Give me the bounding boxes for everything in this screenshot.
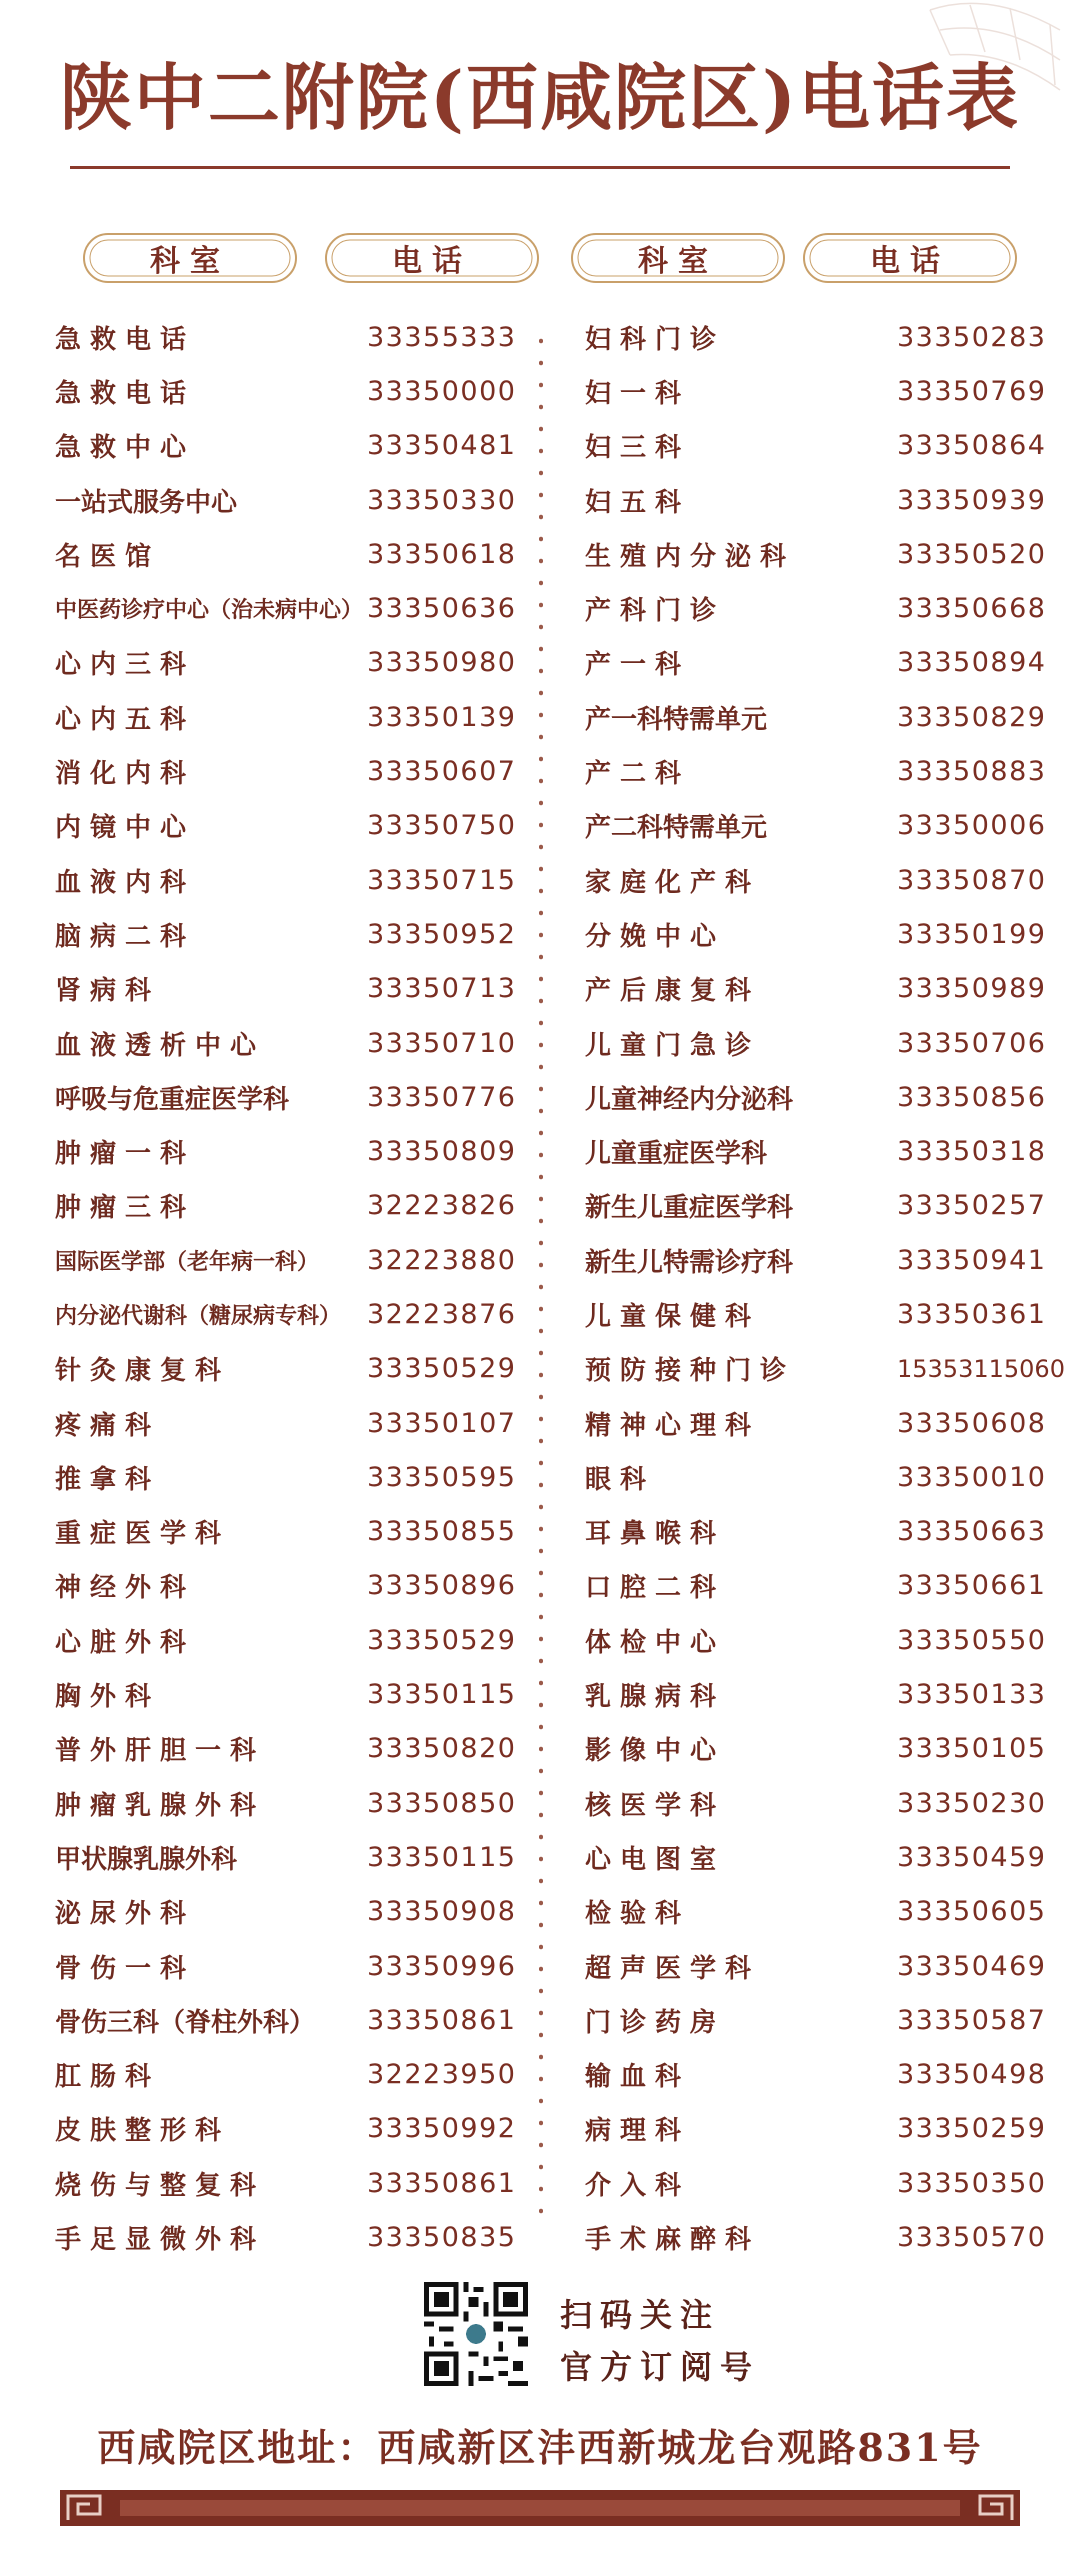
department-name: 儿童门急诊: [585, 1030, 761, 1061]
phone-number[interactable]: 33350636: [367, 593, 517, 625]
qr-caption-line1: 扫码关注: [560, 2296, 721, 2334]
directory-row: [585, 581, 1057, 635]
department-name: 肿瘤三科: [55, 1193, 196, 1224]
directory-row: [55, 473, 527, 527]
directory-row: [55, 310, 527, 364]
directory-row: [55, 1233, 527, 1287]
phone-number[interactable]: 15353115060: [897, 1354, 1065, 1383]
directory-row: [585, 2102, 1057, 2156]
phone-number[interactable]: 33350257: [897, 1190, 1047, 1222]
directory-row: [585, 1396, 1057, 1450]
header-dept-right-label: 科室: [638, 244, 718, 279]
phone-number[interactable]: 33350595: [367, 1461, 517, 1493]
phone-number[interactable]: 33350980: [367, 647, 517, 679]
left-directory-list: [55, 310, 527, 2265]
directory-row: [585, 1450, 1057, 1504]
department-name: 急救电话: [55, 378, 196, 409]
phone-number[interactable]: 33350706: [897, 1027, 1047, 1059]
phone-number[interactable]: 33350952: [367, 918, 517, 950]
department-name: 骨伤一科: [55, 1953, 196, 1984]
phone-number[interactable]: 32223826: [367, 1190, 517, 1222]
directory-row: [55, 2048, 527, 2102]
directory-row: [55, 419, 527, 473]
directory-row: [585, 1505, 1057, 1559]
phone-number[interactable]: 33350850: [367, 1787, 517, 1819]
department-name: 一站式服务中心: [55, 487, 238, 518]
phone-number[interactable]: 33350318: [897, 1136, 1047, 1168]
department-name: 甲状腺乳腺外科: [55, 1844, 238, 1875]
directory-row: [55, 744, 527, 798]
directory-row: [585, 364, 1057, 418]
department-name: 心内五科: [55, 704, 196, 735]
directory-row: [55, 853, 527, 907]
department-name: 门诊药房: [585, 2007, 726, 2038]
department-name: 产一科: [585, 650, 691, 681]
directory-row: [55, 2102, 527, 2156]
phone-number[interactable]: 33350941: [897, 1244, 1047, 1276]
department-name: 精神心理科: [585, 1410, 761, 1441]
directory-row: [55, 2210, 527, 2264]
department-name: 妇五科: [585, 487, 691, 518]
phone-number[interactable]: 33350529: [367, 1353, 517, 1385]
phone-number[interactable]: 32223880: [367, 1244, 517, 1276]
phone-number[interactable]: 33350000: [367, 375, 517, 407]
directory-row: [585, 310, 1057, 364]
right-directory-list: [585, 310, 1065, 2265]
department-name: 肿瘤一科: [55, 1139, 196, 1170]
department-name: 产二科: [585, 759, 691, 790]
directory-row: [585, 907, 1057, 961]
department-name: 儿童保健科: [585, 1301, 761, 1332]
phone-number[interactable]: 33350710: [367, 1027, 517, 1059]
department-name: 输血科: [585, 2062, 691, 2093]
department-name: 口腔二科: [585, 1573, 726, 1604]
qr-code-icon[interactable]: [424, 2282, 528, 2386]
department-name: 胸外科: [55, 1682, 161, 1713]
phone-number[interactable]: 33350989: [897, 973, 1047, 1005]
phone-number[interactable]: 33350010: [897, 1461, 1047, 1493]
directory-row: [55, 1450, 527, 1504]
department-name: 新生儿重症医学科: [585, 1193, 794, 1224]
phone-number[interactable]: 33350570: [897, 2222, 1047, 2254]
phone-number[interactable]: 33350283: [897, 321, 1047, 353]
department-name: 检验科: [585, 1899, 691, 1930]
directory-row: [55, 1830, 527, 1884]
phone-number[interactable]: 33350618: [367, 538, 517, 570]
phone-number[interactable]: 33350809: [367, 1136, 517, 1168]
directory-row: [585, 1179, 1057, 1233]
directory-row: [55, 1667, 527, 1721]
directory-row: [585, 2156, 1057, 2210]
phone-number[interactable]: 33350550: [897, 1624, 1047, 1656]
department-name: 家庭化产科: [585, 867, 761, 898]
department-name: 妇三科: [585, 433, 691, 464]
phone-number[interactable]: 33350608: [897, 1407, 1047, 1439]
phone-number[interactable]: 33350992: [367, 2113, 517, 2145]
footer-fret-border: [60, 2490, 1020, 2526]
department-name: 耳鼻喉科: [585, 1519, 726, 1550]
department-name: 肿瘤乳腺外科: [55, 1790, 266, 1821]
phone-number[interactable]: 33350259: [897, 2113, 1047, 2145]
directory-row: [585, 1613, 1057, 1667]
phone-number[interactable]: 33350605: [897, 1896, 1047, 1928]
department-name: 脑病二科: [55, 921, 196, 952]
directory-row: [55, 1993, 527, 2047]
phone-number[interactable]: 33350330: [367, 484, 517, 516]
directory-row: [55, 1124, 527, 1178]
department-name: 生殖内分泌科: [585, 541, 796, 572]
directory-row: [55, 690, 527, 744]
directory-row: [55, 799, 527, 853]
phone-number[interactable]: 32223876: [367, 1298, 517, 1330]
directory-row: [585, 2210, 1057, 2264]
directory-row: [585, 1830, 1057, 1884]
phone-number[interactable]: 33350105: [897, 1733, 1047, 1765]
phone-number[interactable]: 33350835: [367, 2222, 517, 2254]
department-name: 名医馆: [55, 541, 161, 572]
directory-row: [55, 1505, 527, 1559]
phone-number[interactable]: 33350769: [897, 375, 1047, 407]
department-name: 乳腺病科: [585, 1682, 726, 1713]
department-name: 产二科特需单元: [585, 813, 768, 844]
directory-row: [585, 2048, 1057, 2102]
directory-row: [55, 1722, 527, 1776]
department-name: 呼吸与危重症医学科: [55, 1084, 290, 1115]
directory-row: [585, 1776, 1057, 1830]
directory-row: [55, 364, 527, 418]
directory-row: [585, 962, 1057, 1016]
phone-number[interactable]: 33350896: [367, 1570, 517, 1602]
directory-row: [55, 1342, 527, 1396]
department-name: 眼科: [585, 1464, 656, 1495]
phone-number[interactable]: 33350894: [897, 647, 1047, 679]
phone-number[interactable]: 33350199: [897, 918, 1047, 950]
phone-number[interactable]: 33350350: [897, 2167, 1047, 2199]
directory-row: [55, 1396, 527, 1450]
phone-number[interactable]: 33350713: [367, 973, 517, 1005]
department-name: 妇科门诊: [585, 324, 726, 355]
directory-row: [585, 690, 1057, 744]
directory-row: [55, 527, 527, 581]
phone-number[interactable]: 33350908: [367, 1896, 517, 1928]
phone-number[interactable]: 33355333: [367, 321, 517, 353]
department-name: 超声医学科: [585, 1953, 761, 1984]
department-name: 儿童神经内分泌科: [585, 1084, 794, 1115]
phone-number[interactable]: 33350939: [897, 484, 1047, 516]
header-phone-right-label: 电话: [870, 244, 950, 279]
phone-number[interactable]: 33350520: [897, 538, 1047, 570]
phone-number[interactable]: 33350481: [367, 430, 517, 462]
directory-row: [55, 962, 527, 1016]
department-name: 分娩中心: [585, 921, 726, 952]
header-dept-left: [80, 228, 300, 288]
campus-address: 西咸院区地址：西咸新区沣西新城龙台观路831号: [97, 2425, 983, 2470]
page-title: 陕中二附院(西咸院区)电话表: [59, 55, 1021, 140]
department-name: 心脏外科: [55, 1627, 196, 1658]
department-name: 病理科: [585, 2116, 691, 2147]
department-name: 中医药诊疗中心（治未病中心）: [55, 597, 364, 624]
directory-row: [55, 581, 527, 635]
qr-caption-line2: 官方订阅号: [560, 2348, 761, 2386]
department-name: 皮肤整形科: [55, 2116, 231, 2147]
phone-number[interactable]: 33350861: [367, 2167, 517, 2199]
department-name: 预防接种门诊: [585, 1356, 796, 1387]
phone-number[interactable]: 33350459: [897, 1841, 1047, 1873]
header-phone-left: [322, 228, 542, 288]
phone-number[interactable]: 33350861: [367, 2004, 517, 2036]
title-divider: [70, 166, 1010, 169]
department-name: 重症医学科: [55, 1519, 231, 1550]
department-name: 烧伤与整复科: [55, 2170, 266, 2201]
department-name: 儿童重症医学科: [585, 1139, 768, 1170]
department-name: 妇一科: [585, 378, 691, 409]
phone-number[interactable]: 33350776: [367, 1081, 517, 1113]
phone-number[interactable]: 33350750: [367, 810, 517, 842]
phone-number[interactable]: 33350469: [897, 1950, 1047, 1982]
phone-number[interactable]: 33350870: [897, 864, 1047, 896]
phone-number[interactable]: 33350115: [367, 1841, 517, 1873]
directory-row: [585, 1722, 1057, 1776]
department-name: 心电图室: [585, 1844, 726, 1875]
department-name: 血液透析中心: [55, 1030, 266, 1061]
directory-row: [585, 1287, 1057, 1341]
phone-number[interactable]: 33350855: [367, 1516, 517, 1548]
phone-number[interactable]: 33350661: [897, 1570, 1047, 1602]
header-dept-left-label: 科室: [150, 244, 230, 279]
phone-number[interactable]: 33350133: [897, 1679, 1047, 1711]
directory-row: [585, 636, 1057, 690]
department-name: 体检中心: [585, 1627, 726, 1658]
phone-number[interactable]: 33350663: [897, 1516, 1047, 1548]
directory-row: [55, 1287, 527, 1341]
phone-number[interactable]: 33350115: [367, 1679, 517, 1711]
directory-row: [585, 853, 1057, 907]
department-name: 推拿科: [55, 1464, 161, 1495]
department-name: 肛肠科: [55, 2062, 161, 2093]
directory-row: [585, 1070, 1057, 1124]
phone-number[interactable]: 33350829: [897, 701, 1047, 733]
phone-number[interactable]: 33350139: [367, 701, 517, 733]
department-name: 针灸康复科: [55, 1356, 231, 1387]
phone-number[interactable]: 33350607: [367, 756, 517, 788]
header-phone-left-label: 电话: [392, 244, 472, 279]
phone-number[interactable]: 33350883: [897, 756, 1047, 788]
directory-row: [55, 636, 527, 690]
header-phone-right: [800, 228, 1020, 288]
department-name: 手足显微外科: [55, 2225, 266, 2256]
directory-row: [585, 1939, 1057, 1993]
phone-number[interactable]: 33350668: [897, 593, 1047, 625]
department-name: 普外肝胆一科: [55, 1736, 266, 1767]
directory-row: [55, 1939, 527, 1993]
phone-number[interactable]: 33350864: [897, 430, 1047, 462]
phone-number[interactable]: 33350529: [367, 1624, 517, 1656]
department-name: 骨伤三科（脊柱外科）: [55, 2007, 316, 2038]
directory-row: [55, 1559, 527, 1613]
department-name: 消化内科: [55, 759, 196, 790]
directory-row: [585, 799, 1057, 853]
department-name: 新生儿特需诊疗科: [585, 1247, 794, 1278]
directory-row: [55, 1016, 527, 1070]
phone-number[interactable]: 33350107: [367, 1407, 517, 1439]
directory-row: [585, 1993, 1057, 2047]
department-name: 内镜中心: [55, 813, 196, 844]
phone-number[interactable]: 33350230: [897, 1787, 1047, 1819]
department-name: 产科门诊: [585, 596, 726, 627]
directory-row: [585, 744, 1057, 798]
phone-number[interactable]: 32223950: [367, 2059, 517, 2091]
directory-row: [55, 2156, 527, 2210]
department-name: 急救电话: [55, 324, 196, 355]
directory-row: [55, 1776, 527, 1830]
directory-row: [55, 1179, 527, 1233]
department-name: 产后康复科: [585, 976, 761, 1007]
directory-row: [585, 1559, 1057, 1613]
phone-number[interactable]: 33350715: [367, 864, 517, 896]
header-dept-right: [568, 228, 788, 288]
directory-row: [55, 1613, 527, 1667]
phone-number[interactable]: 33350820: [367, 1733, 517, 1765]
phone-number[interactable]: 33350006: [897, 810, 1047, 842]
department-name: 心内三科: [55, 650, 196, 681]
department-name: 介入科: [585, 2170, 691, 2201]
department-name: 内分泌代谢科（糖尿病专科）: [55, 1302, 342, 1329]
phone-number[interactable]: 33350498: [897, 2059, 1047, 2091]
directory-row: [585, 1124, 1057, 1178]
directory-row: [55, 1885, 527, 1939]
column-divider: [539, 330, 543, 2230]
directory-row: [585, 1885, 1057, 1939]
phone-number[interactable]: 33350361: [897, 1298, 1047, 1330]
department-name: 肾病科: [55, 976, 161, 1007]
directory-row: [585, 1342, 1065, 1396]
phone-number[interactable]: 33350856: [897, 1081, 1047, 1113]
directory-row: [585, 527, 1057, 581]
department-name: 疼痛科: [55, 1410, 161, 1441]
directory-row: [55, 1070, 527, 1124]
directory-row: [585, 1233, 1057, 1287]
department-name: 神经外科: [55, 1573, 196, 1604]
directory-row: [585, 473, 1057, 527]
department-name: 急救中心: [55, 433, 196, 464]
directory-row: [585, 419, 1057, 473]
directory-row: [55, 907, 527, 961]
department-name: 泌尿外科: [55, 1899, 196, 1930]
department-name: 核医学科: [585, 1790, 726, 1821]
department-name: 产一科特需单元: [585, 704, 768, 735]
phone-number[interactable]: 33350587: [897, 2004, 1047, 2036]
directory-row: [585, 1667, 1057, 1721]
department-name: 影像中心: [585, 1736, 726, 1767]
department-name: 国际医学部（老年病一科）: [55, 1248, 320, 1275]
department-name: 血液内科: [55, 867, 196, 898]
directory-row: [585, 1016, 1057, 1070]
department-name: 手术麻醉科: [585, 2225, 761, 2256]
phone-number[interactable]: 33350996: [367, 1950, 517, 1982]
